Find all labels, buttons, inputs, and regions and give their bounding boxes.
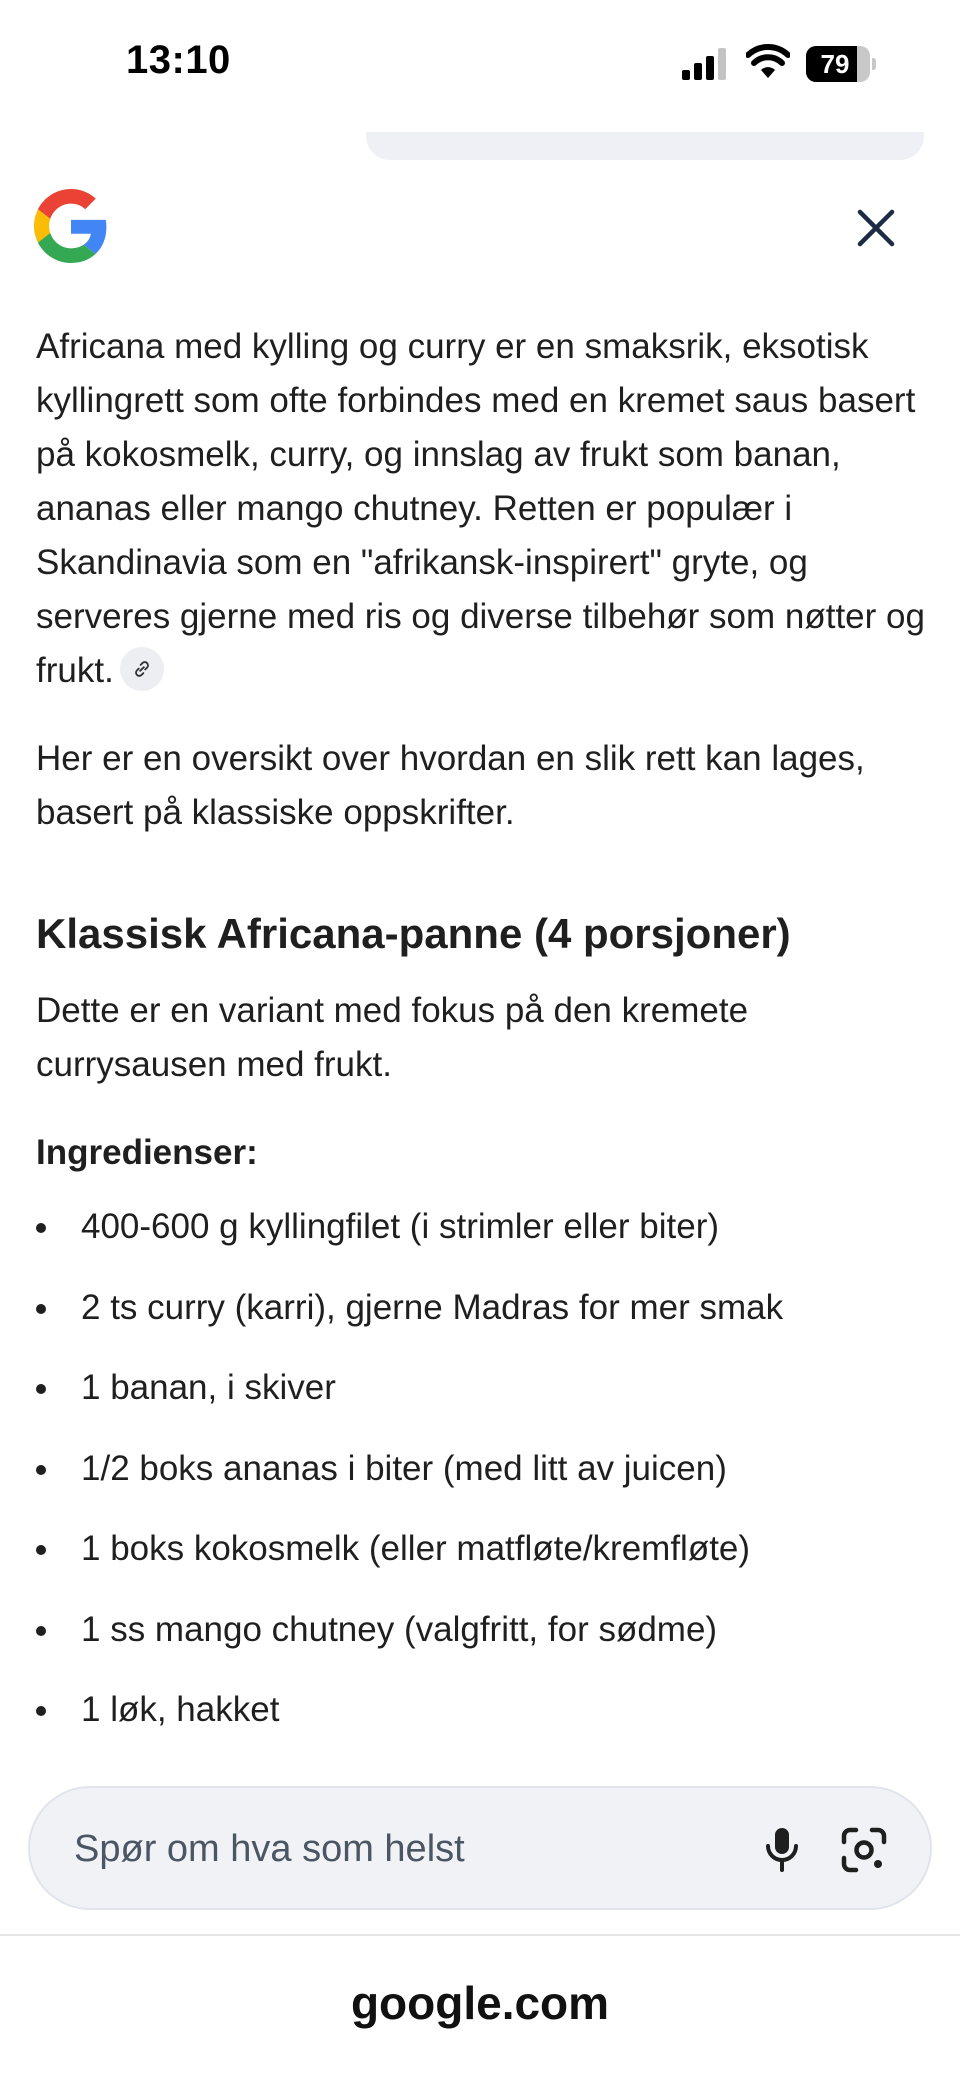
status-time: 13:10	[126, 38, 231, 82]
wifi-icon	[746, 44, 790, 80]
overview-paragraph: Her er en oversikt over hvordan en slik rett kan lages, basert på klassiske oppskrifter.	[36, 739, 865, 832]
recipe-description: Dette er en variant med fokus på den kremete currysausen med frukt.	[36, 991, 749, 1084]
search-input[interactable]: Spør om hva som helst	[74, 1828, 465, 1870]
ingredients-label: Ingredienser:	[36, 1133, 258, 1172]
url-bar[interactable]: google.com	[350, 1977, 610, 2029]
google-lens-icon[interactable]	[836, 1822, 892, 1878]
previous-message-bubble	[366, 132, 924, 160]
google-logo	[34, 188, 108, 264]
ingredients-list	[36, 1200, 926, 1764]
list-item: 1 ss mango chutney (valgfritt, for sødme)	[36, 1603, 926, 1684]
list-item: 400-600 g kyllingfilet (i strimler eller biter)	[36, 1200, 926, 1281]
intro-paragraph	[36, 320, 926, 698]
divider	[0, 1934, 960, 1936]
list-item: 1 banan, i skiver	[36, 1361, 926, 1442]
link-icon	[131, 658, 153, 680]
list-item: 2 ts curry (karri), gjerne Madras for mer smak	[36, 1281, 926, 1362]
close-icon	[856, 208, 896, 248]
list-item: 1/2 boks ananas i biter (med litt av juicen)	[36, 1442, 926, 1523]
recipe-heading: Klassisk Africana-panne (4 porsjoner)	[36, 910, 791, 957]
ai-answer	[36, 320, 926, 1764]
signal-icon	[682, 48, 728, 80]
source-link-button[interactable]	[120, 647, 164, 691]
list-item: 1 boks kokosmelk (eller matfløte/kremfløte)	[36, 1522, 926, 1603]
close-button[interactable]	[846, 198, 906, 258]
search-bar[interactable]	[28, 1786, 932, 1910]
battery-level: 79	[820, 49, 850, 79]
battery-icon	[806, 46, 876, 82]
microphone-icon[interactable]	[754, 1822, 810, 1878]
status-bar	[0, 0, 960, 120]
list-item: 1 løk, hakket	[36, 1683, 926, 1764]
intro-text: Africana med kylling og curry er en smaksrik, eksotisk kyllingrett som ofte forbindes med en kremet saus basert på kokosmelk, curry, og innslag av frukt som banan, ananas eller mango chutney. Retten er populær i Skandinavia som en "afrikansk-inspirert" gryte, og serveres gjerne med ris og diverse tilbehør som nøtter og frukt.	[36, 327, 925, 690]
